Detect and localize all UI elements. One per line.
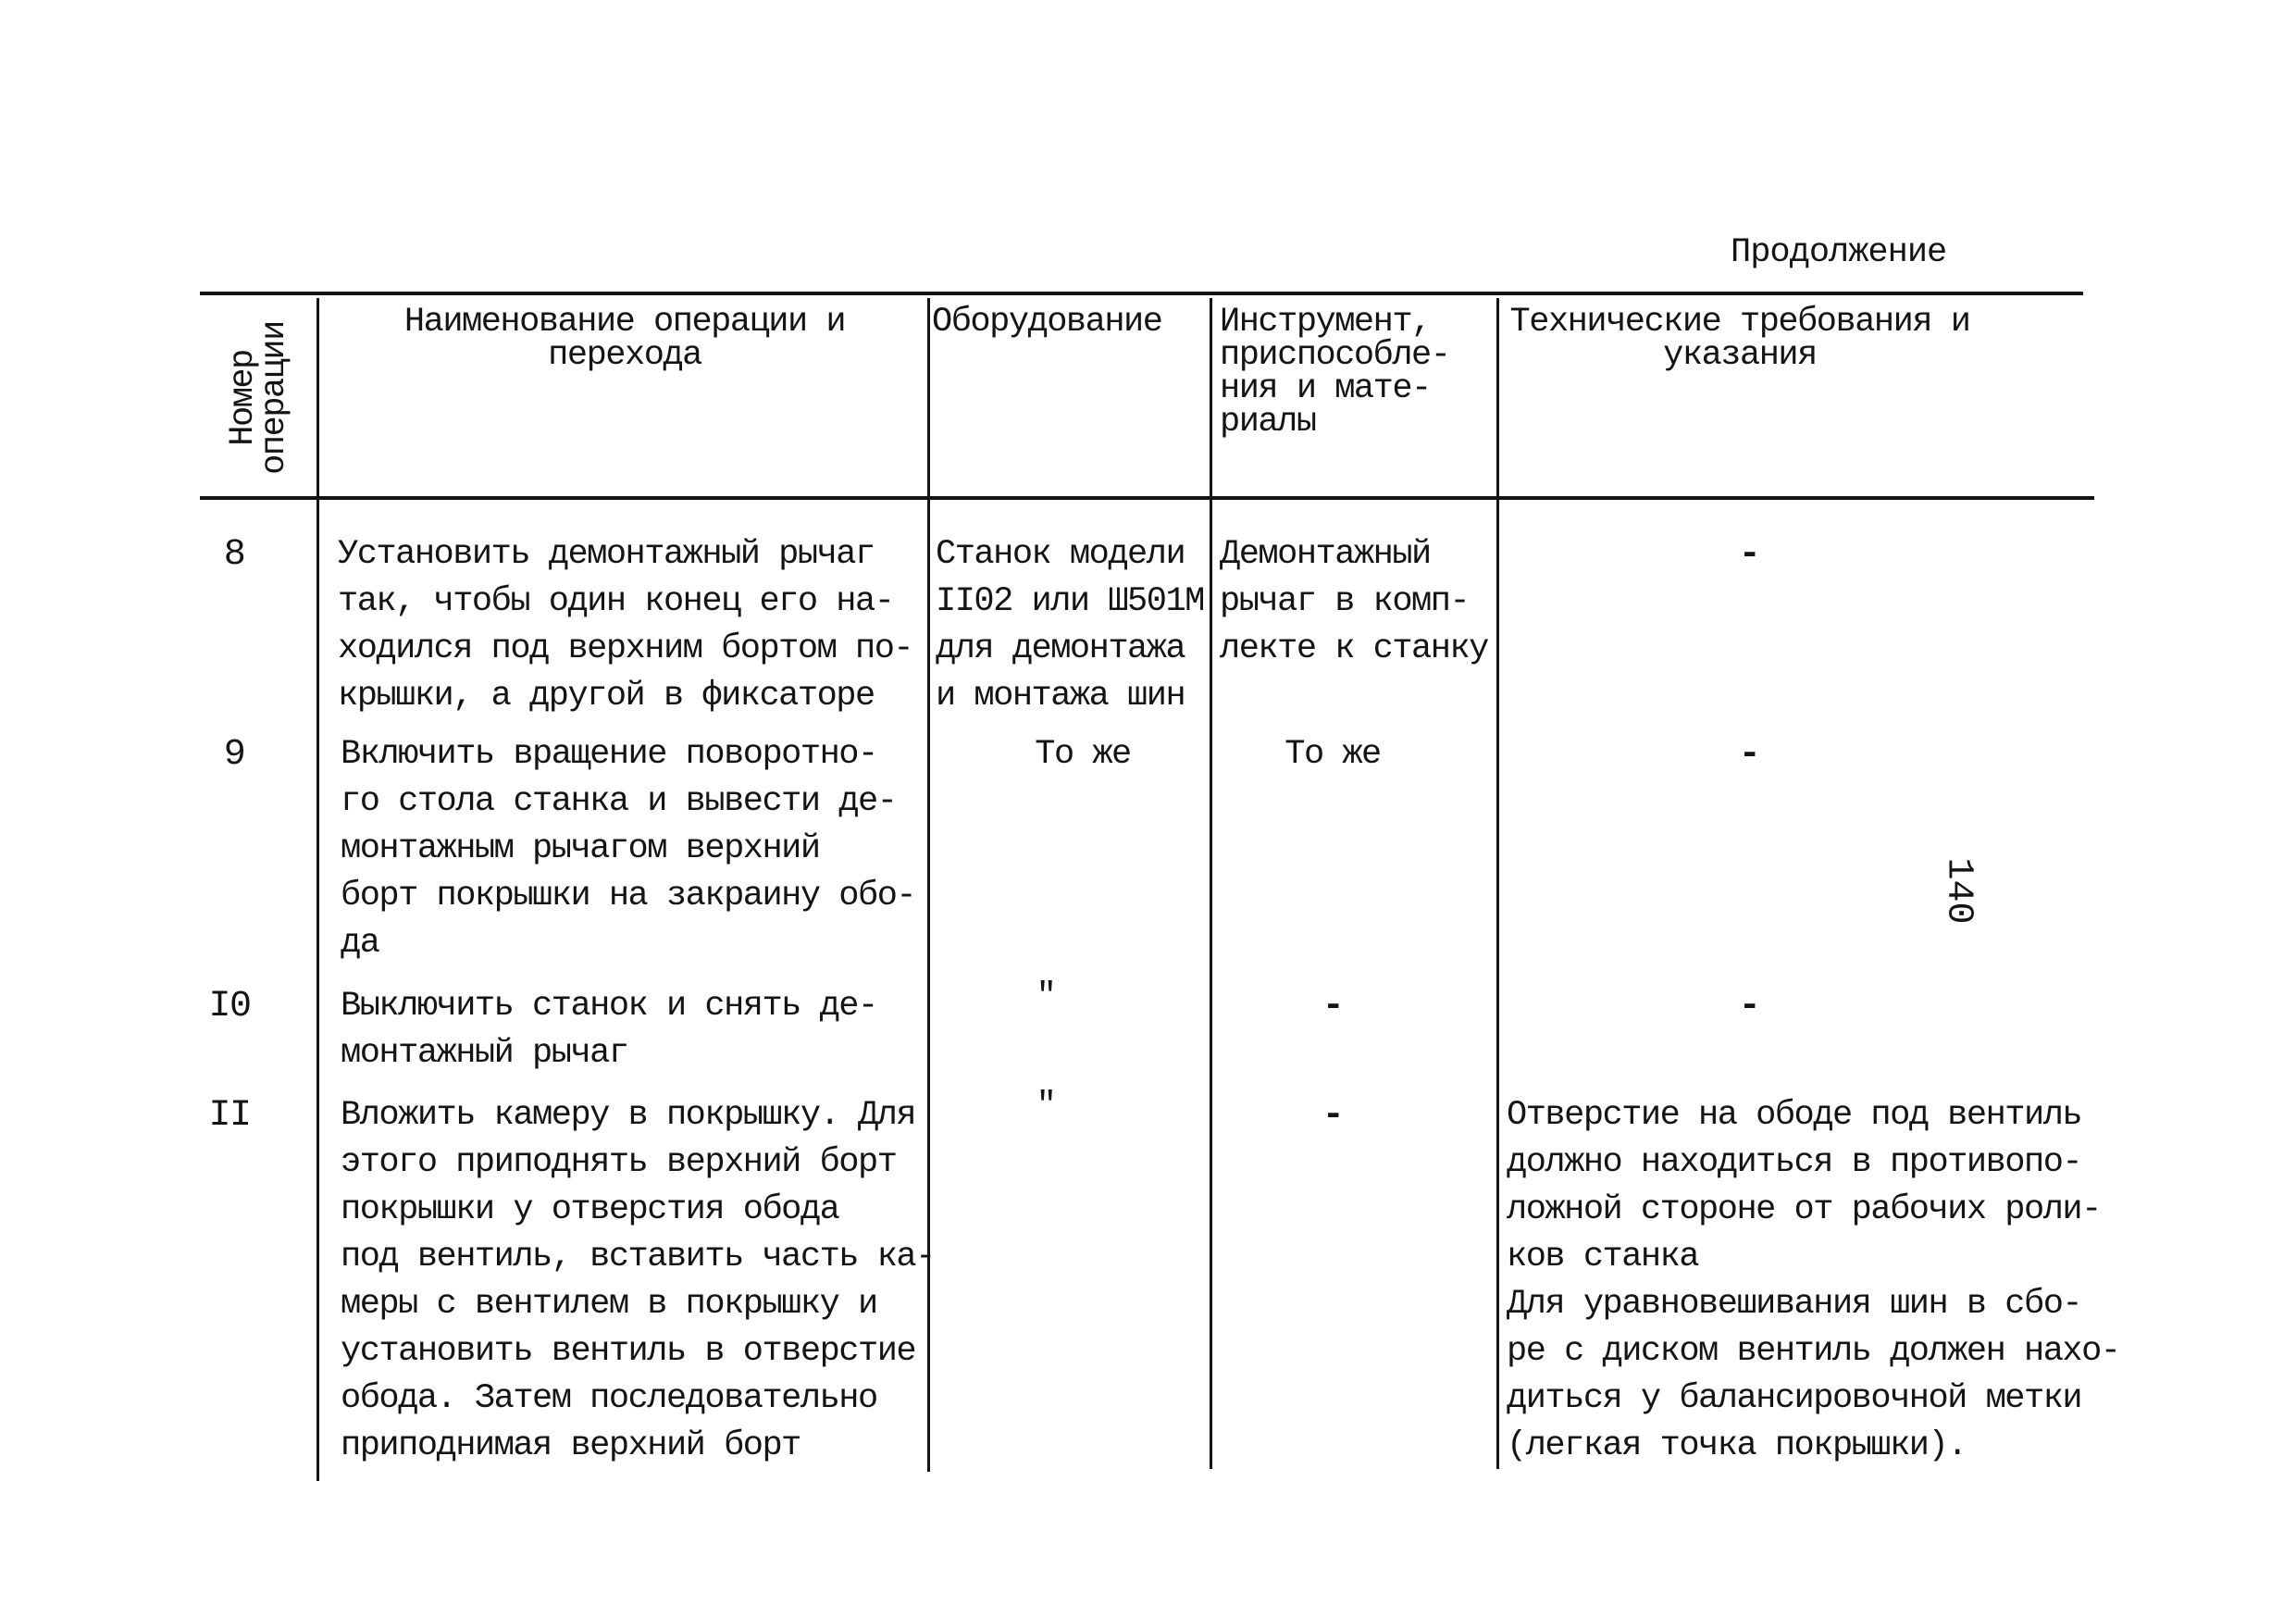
text-line: Станок модели bbox=[936, 535, 1185, 574]
text-line: приподнимая верхний борт bbox=[341, 1426, 800, 1465]
column-divider-3 bbox=[1210, 298, 1212, 1469]
header-equipment-line: Оборудование bbox=[932, 303, 1162, 342]
column-divider-4 bbox=[1496, 298, 1499, 1469]
text-line: установить вентиль в отверстие bbox=[341, 1332, 916, 1371]
text-line: ходился под верхним бортом по- bbox=[338, 629, 913, 668]
row-tools: То же bbox=[1285, 735, 1381, 774]
text-line: ложной стороне от рабочих роли- bbox=[1507, 1190, 2101, 1229]
header-op-number-line: Номер bbox=[224, 350, 263, 446]
row-equipment: " bbox=[1036, 977, 1056, 1016]
text-line: (легкая точка покрышки). bbox=[1507, 1426, 1967, 1465]
header-equipment bbox=[932, 303, 1210, 342]
text-line: меры с вентилем в покрышку и bbox=[341, 1285, 877, 1324]
text-line: диться у балансировочной метки bbox=[1507, 1379, 2082, 1418]
row-op-name bbox=[338, 531, 912, 720]
text-line: ков станка bbox=[1507, 1238, 1699, 1276]
text-line: борт покрышки на закраину обо- bbox=[341, 877, 916, 915]
header-requirements-line: указания bbox=[1663, 336, 1817, 375]
text-line: и монтажа шин bbox=[936, 677, 1185, 716]
row-equipment bbox=[936, 531, 1204, 720]
continuation-label: Продолжение bbox=[1731, 233, 1947, 272]
row-number: 9 bbox=[223, 734, 245, 776]
row-equipment: " bbox=[1036, 1087, 1056, 1126]
row-equipment: То же bbox=[1035, 735, 1131, 774]
header-bottom-rule bbox=[200, 496, 2094, 500]
header-tools-line: риалы bbox=[1220, 403, 1316, 442]
text-line: покрышки у отверстия обода bbox=[341, 1190, 839, 1229]
row-requirements: - bbox=[1738, 986, 1760, 1027]
text-line: для демонтажа bbox=[936, 629, 1185, 668]
page-number: 140 bbox=[1937, 857, 1980, 925]
text-line: рычаг в комп- bbox=[1220, 582, 1470, 621]
header-tools-line: приспособле- bbox=[1220, 336, 1450, 375]
column-divider-1 bbox=[316, 298, 319, 1481]
row-requirements: - bbox=[1738, 534, 1760, 576]
header-tools-line: Инструмент, bbox=[1220, 303, 1431, 342]
header-op-name bbox=[324, 303, 925, 375]
row-tools: - bbox=[1322, 1095, 1344, 1137]
text-line: лекте к станку bbox=[1220, 629, 1488, 668]
row-op-name bbox=[341, 1092, 935, 1470]
row-tools: - bbox=[1322, 986, 1344, 1027]
text-line: Выключить станок и снять де- bbox=[341, 987, 877, 1026]
text-line: Отверстие на ободе под вентиль bbox=[1507, 1096, 2082, 1135]
text-line: этого приподнять верхний борт bbox=[341, 1143, 897, 1182]
text-line: крышки, а другой в фиксаторе bbox=[338, 677, 875, 716]
row-number: I0 bbox=[208, 986, 251, 1027]
row-number: II bbox=[208, 1095, 251, 1137]
text-line: да bbox=[341, 924, 379, 963]
header-op-number bbox=[208, 305, 310, 491]
header-tools-line: ния и мате- bbox=[1220, 369, 1431, 408]
row-op-name bbox=[341, 731, 915, 967]
text-line: так, чтобы один конец его на- bbox=[338, 582, 894, 621]
text-line: ре с диском вентиль должен нахо- bbox=[1507, 1332, 2120, 1371]
text-line: го стола станка и вывести де- bbox=[341, 782, 897, 821]
text-line: II02 или Ш501М bbox=[936, 582, 1204, 621]
text-line: под вентиль, вставить часть ка- bbox=[341, 1238, 935, 1276]
text-line: Для уравновешивания шин в сбо- bbox=[1507, 1285, 2082, 1324]
text-line: монтажным рычагом верхний bbox=[341, 829, 820, 868]
header-tools bbox=[1220, 303, 1488, 442]
header-requirements-line: Технические требования и bbox=[1509, 303, 1970, 342]
header-op-name-line: перехода bbox=[548, 336, 701, 375]
row-op-name bbox=[341, 983, 877, 1077]
row-number: 8 bbox=[223, 534, 245, 576]
table-top-rule bbox=[200, 292, 2083, 295]
text-line: Включить вращение поворотно- bbox=[341, 735, 877, 774]
header-op-number-line: операции bbox=[255, 321, 294, 475]
text-line: монтажный рычаг bbox=[341, 1034, 628, 1073]
text-line: обода. Затем последовательно bbox=[341, 1379, 877, 1418]
text-line: Демонтажный bbox=[1220, 535, 1431, 574]
text-line: Вложить камеру в покрышку. Для bbox=[341, 1096, 916, 1135]
text-line: Установить демонтажный рычаг bbox=[338, 535, 875, 574]
header-requirements bbox=[1504, 303, 1976, 375]
text-line: должно находиться в противопо- bbox=[1507, 1143, 2082, 1182]
row-tools bbox=[1220, 531, 1488, 673]
row-requirements bbox=[1507, 1092, 2120, 1470]
row-requirements: - bbox=[1738, 734, 1760, 776]
header-op-name-line: Наименование операции и bbox=[403, 303, 846, 342]
